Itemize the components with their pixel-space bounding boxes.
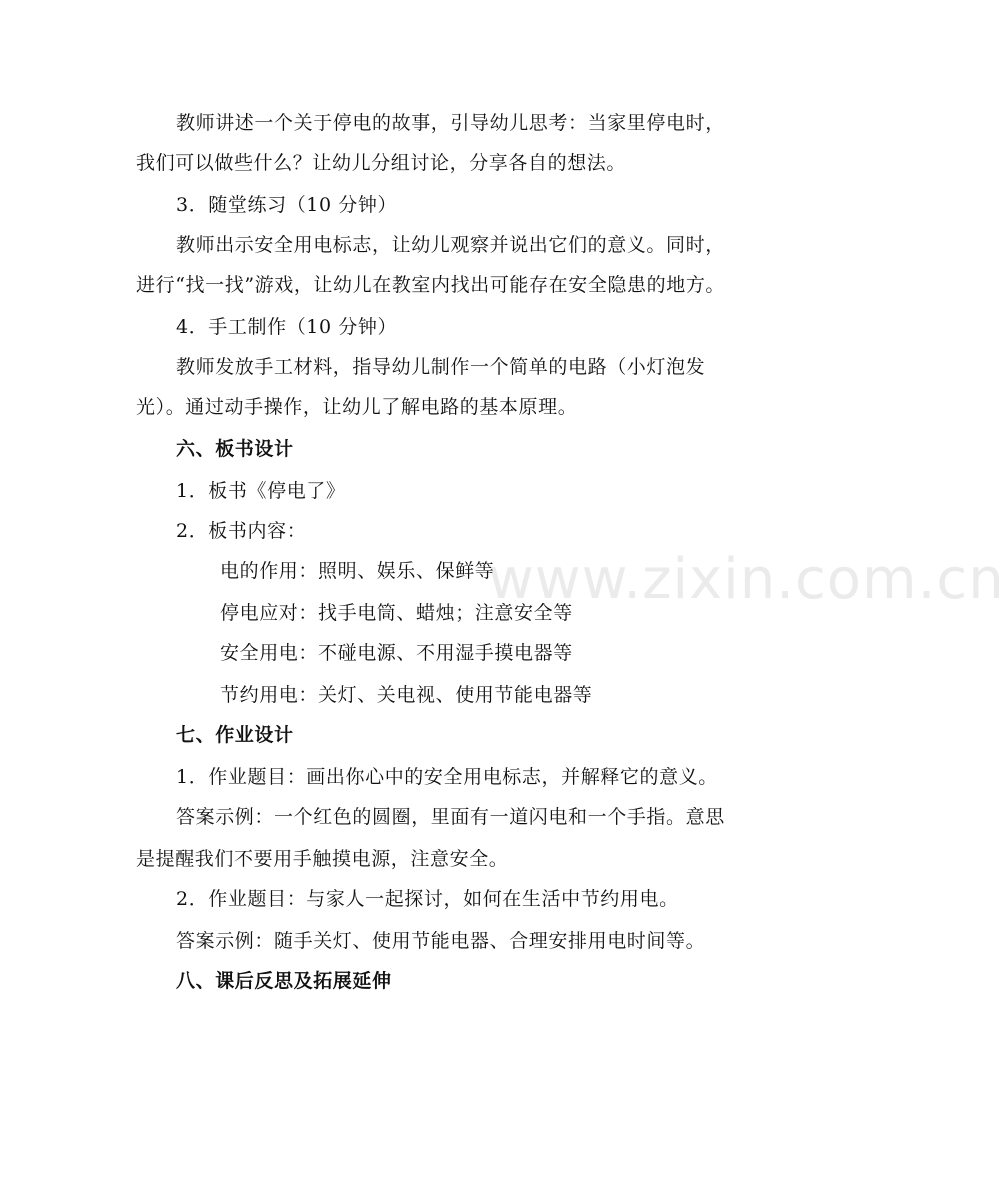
item-3-title: 3．随堂练习（10 分钟）	[176, 194, 398, 216]
paragraph-handcraft-line-2: 光）。通过动手操作，让幼儿了解电路的基本原理。	[136, 396, 578, 418]
homework-answer-2: 答案示例：随手关灯、使用节能电器、合理安排用电时间等。	[176, 930, 706, 952]
paragraph-story-line-2: 我们可以做些什么？让幼儿分组讨论，分享各自的想法。	[136, 152, 627, 174]
paragraph-handcraft-line-1: 教师发放手工材料，指导幼儿制作一个简单的电路（小灯泡发	[176, 356, 706, 378]
homework-answer-1-line-1: 答案示例：一个红色的圆圈，里面有一道闪电和一个手指。意思	[176, 806, 725, 828]
section-6-item-1: 1．板书《停电了》	[176, 480, 346, 502]
section-7-heading: 七、作业设计	[176, 724, 294, 746]
section-6-item-2: 2．板书内容：	[176, 520, 307, 542]
paragraph-practice-line-1: 教师出示安全用电标志，让幼儿观察并说出它们的意义。同时，	[176, 234, 725, 256]
board-content-line: 安全用电：不碰电源、不用湿手摸电器等	[220, 642, 573, 664]
section-6-heading: 六、板书设计	[176, 438, 294, 460]
homework-question-1: 1．作业题目：画出你心中的安全用电标志，并解释它的意义。	[176, 766, 718, 788]
homework-question-2: 2．作业题目：与家人一起探讨，如何在生活中节约用电。	[176, 888, 679, 910]
paragraph-story-line-1: 教师讲述一个关于停电的故事，引导幼儿思考：当家里停电时，	[176, 112, 725, 134]
paragraph-practice-line-2: 进行“找一找”游戏，让幼儿在教室内找出可能存在安全隐患的地方。	[136, 274, 726, 296]
board-content-line: 节约用电：关灯、关电视、使用节能电器等	[220, 684, 593, 706]
watermark-text: www.zixin.com.cn	[488, 547, 1005, 612]
board-content-line: 停电应对：找手电筒、蜡烛；注意安全等	[220, 602, 573, 624]
item-4-title: 4．手工制作（10 分钟）	[176, 316, 398, 338]
section-8-heading: 八、课后反思及拓展延伸	[176, 970, 392, 992]
board-content-line: 电的作用：照明、娱乐、保鲜等	[220, 560, 495, 582]
homework-answer-1-line-2: 是提醒我们不要用手触摸电源，注意安全。	[136, 848, 509, 870]
